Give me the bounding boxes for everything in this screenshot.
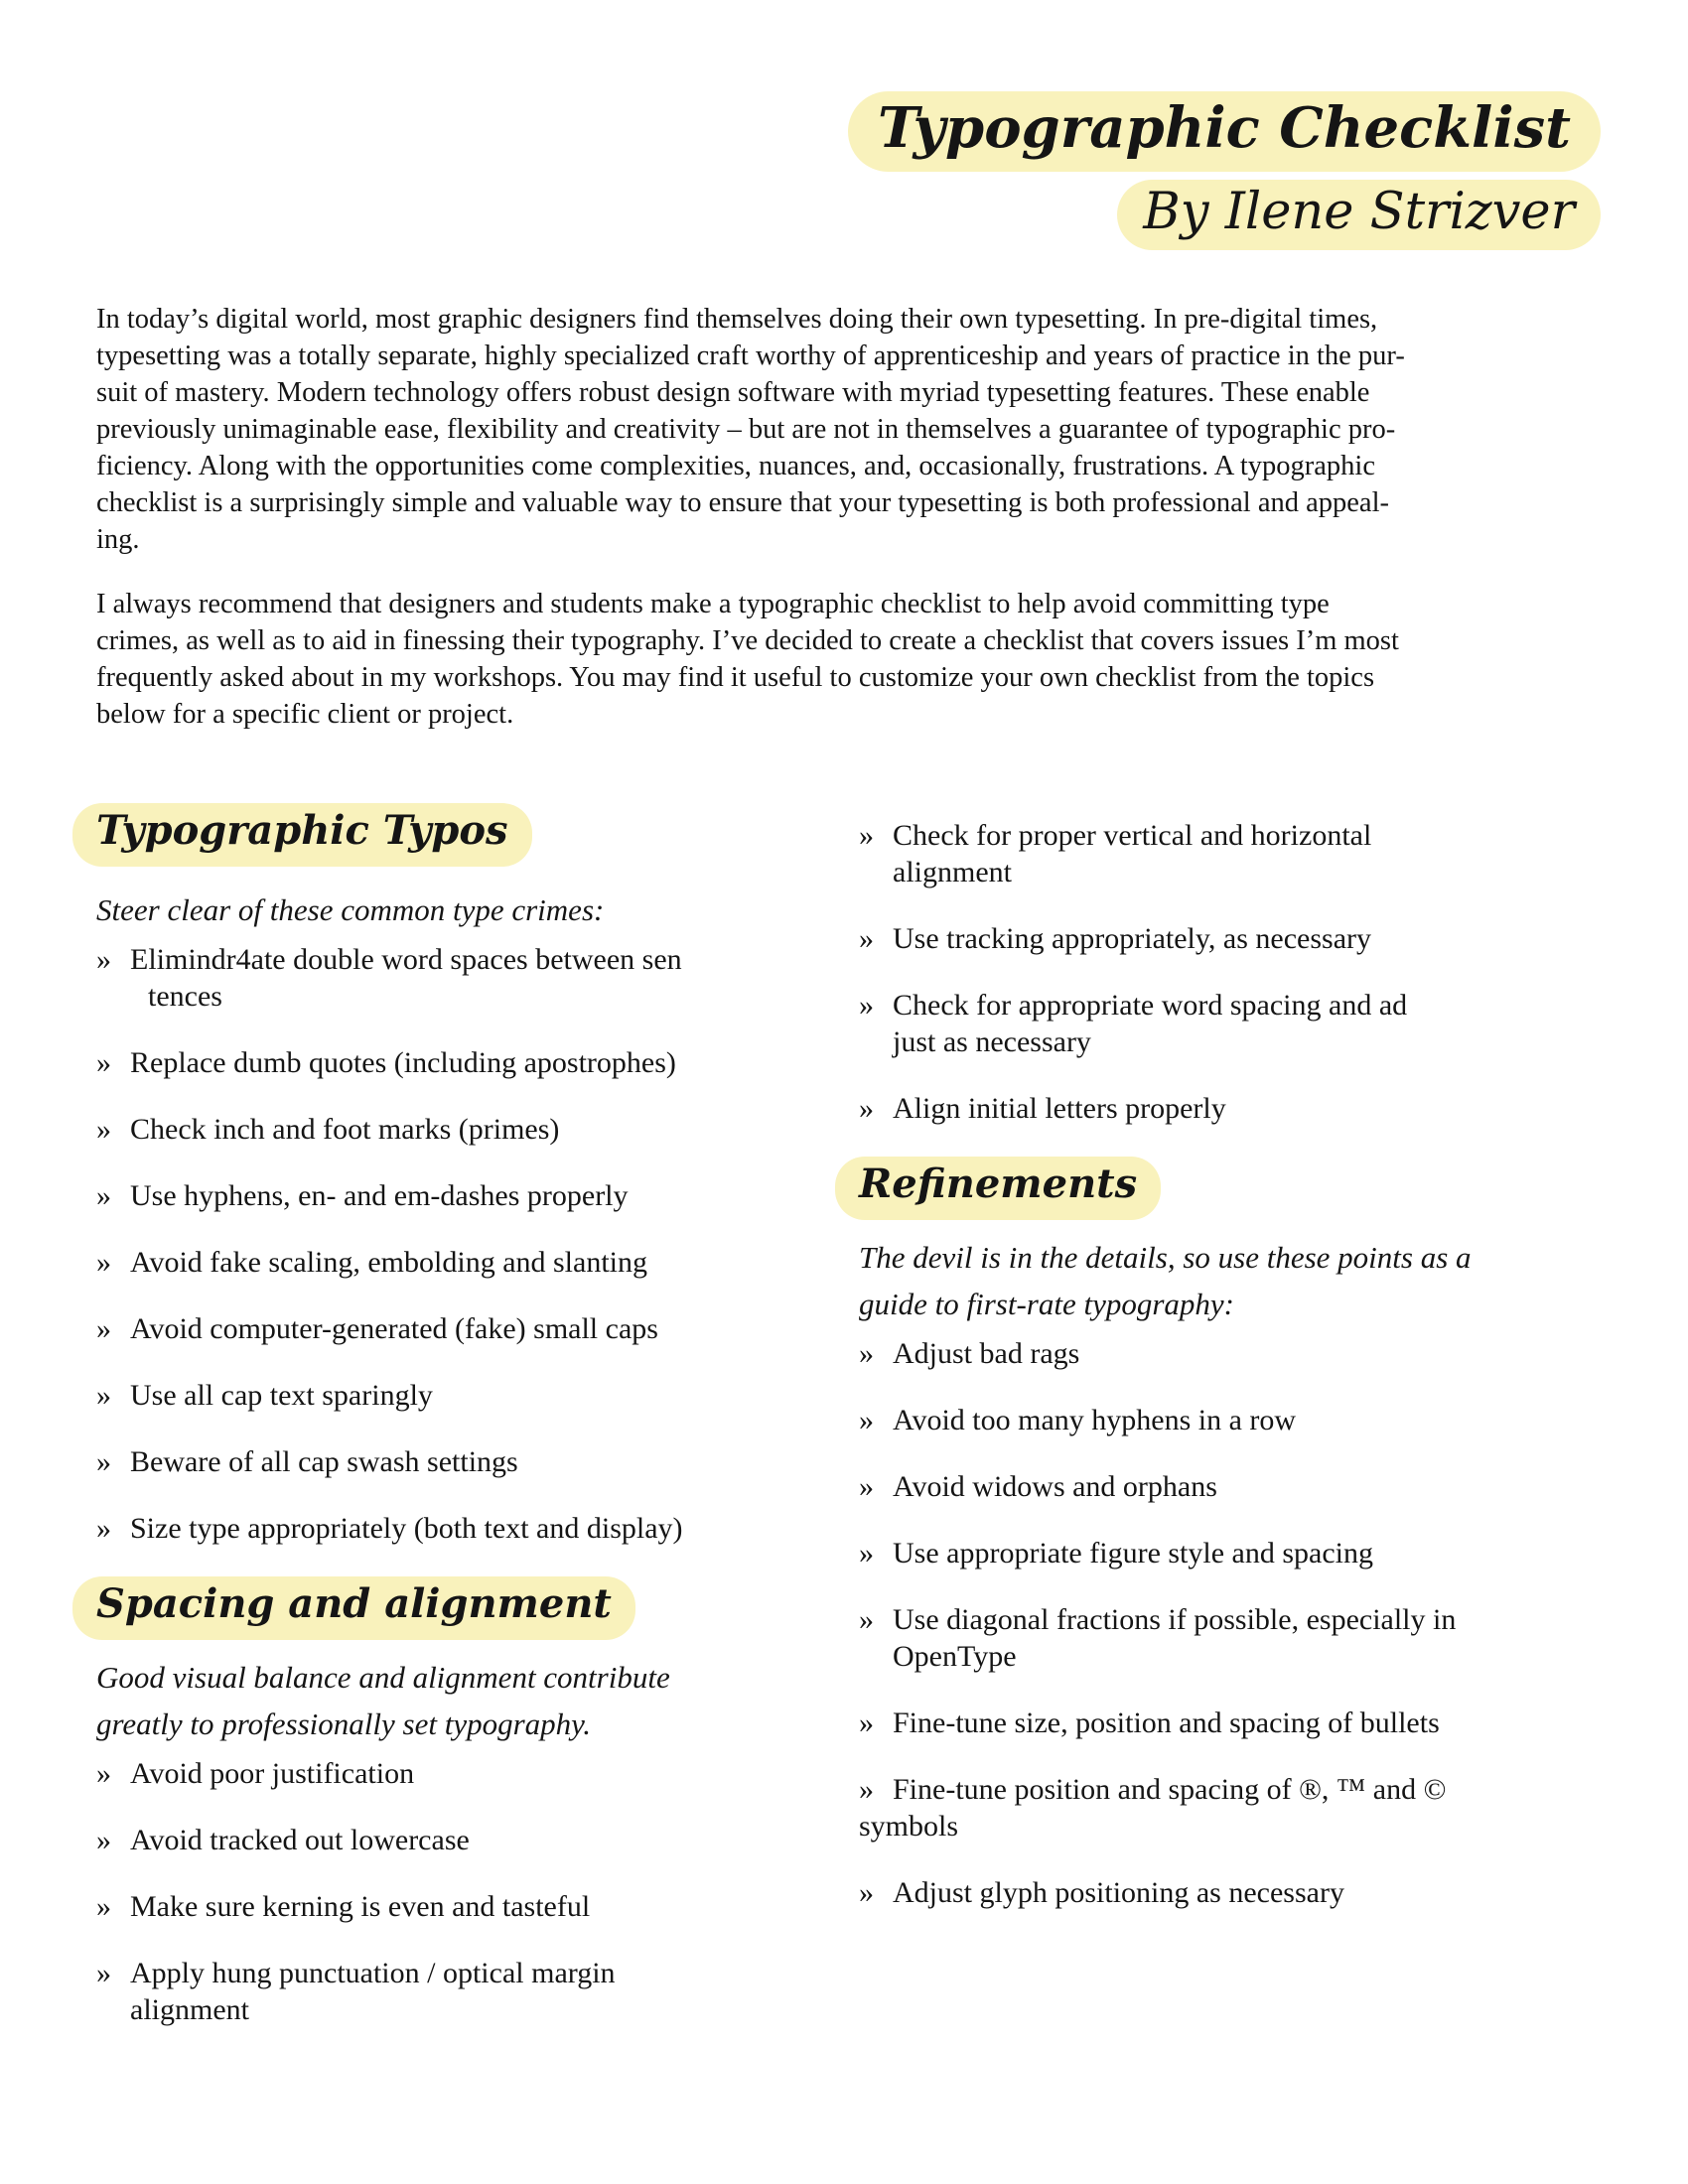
list-item [859,1090,1601,1127]
list-bullet: » [859,1773,874,1806]
body-line: previously unimaginable ease, flexibility and creativity – but are not in themselves a guarantee of typographic pro- [96,414,1396,445]
list-item-text: Elimindr4ate double word spaces between sen [130,943,682,976]
body-line: checklist is a surprisingly simple and valuable way to ensure that your typesetting is both professional and appeal- [96,487,1389,518]
list-bullet: » [96,1512,111,1545]
list-item-text: Avoid widows and orphans [893,1470,1217,1503]
body-line: frequently asked about in my workshops. You may find it useful to customize your own checklist from the topics [96,662,1375,693]
intro-line: The devil is in the details, so use these points as a [859,1240,1472,1275]
list-item [859,1535,1601,1571]
intro-line: guide to first-rate typography: [859,1287,1234,1321]
list-item [96,1955,807,2028]
list-item-text: Check for proper vertical and horizontal [893,819,1372,852]
list-item-text: Beware of all cap swash settings [130,1445,518,1478]
list-item-text: Replace dumb quotes (including apostrophes) [130,1046,676,1079]
list-item [96,1111,807,1148]
section-heading-spacing [72,1576,807,1640]
list-item-text: OpenType [893,1640,1017,1673]
list-item [859,1705,1601,1741]
section-heading-typos [72,803,807,867]
list-item [859,920,1601,957]
list-bullet: » [859,1603,874,1636]
body-line: I always recommend that designers and students make a typographic checklist to help avoid committing type [96,589,1330,619]
intro-paragraph-2 [96,586,1601,733]
list-bullet: » [859,1537,874,1570]
list-bullet: » [96,1957,111,1989]
section-intro-refinements [859,1234,1601,1327]
list-item [859,1335,1601,1372]
body-line: ing. [96,524,140,555]
list-bullet: » [96,1046,111,1079]
list-bullet: » [859,989,874,1022]
list-item [96,1377,807,1414]
body-line: ficiency. Along with the opportunities come complexities, nuances, and, occasionally, frustrations. A typographic [96,451,1375,481]
title-highlight [848,91,1601,172]
list-item [859,1601,1601,1675]
right-column [859,789,1601,1941]
list-item [96,1443,807,1480]
list-item-text: Avoid tracked out lowercase [130,1824,470,1856]
list-bullet: » [859,922,874,955]
list-item [96,941,807,1015]
list-item-text: Avoid too many hyphens in a row [893,1404,1297,1436]
list-item-text: just as necessary [893,1025,1091,1058]
list-bullet: » [859,1092,874,1125]
list-bullet: » [859,1337,874,1370]
list-item-text: Size type appropriately (both text and display) [130,1512,683,1545]
list-bullet: » [96,1890,111,1923]
section-heading-refinements [835,1157,1601,1220]
list-bullet: » [96,1445,111,1478]
list-item [96,1510,807,1547]
list-bullet: » [859,1470,874,1503]
page-byline: By Ilene Strizver [1143,183,1575,242]
list-item-text: Align initial letters properly [893,1092,1226,1125]
list-item [859,817,1601,890]
list-item [859,987,1601,1060]
section-heading-text: Spacing and alignment [96,1580,612,1627]
body-line: crimes, as well as to aid in finessing their typography. I’ve decided to create a checklist that covers issues I’m most [96,625,1399,656]
list-item-text: Use tracking appropriately, as necessary [893,922,1372,955]
list-item [859,1468,1601,1505]
section-intro-spacing [96,1654,807,1747]
list-item-text: alignment [893,856,1012,888]
list-item-text: Fine-tune size, position and spacing of bullets [893,1706,1440,1739]
list-item [96,1044,807,1081]
intro-line: greatly to professionally set typography. [96,1706,591,1741]
heading-highlight [72,1576,635,1640]
body-line: below for a specific client or project. [96,699,514,730]
list-item-text: Use all cap text sparingly [130,1379,433,1412]
list-bullet: » [96,1379,111,1412]
list-bullet: » [96,1757,111,1790]
list-item-text: Avoid poor justification [130,1757,415,1790]
body-line: typesetting was a totally separate, highly specialized craft worthy of apprenticeship and years of practice in the pur- [96,341,1405,371]
left-column [96,789,807,2058]
list-item-text: Use appropriate figure style and spacing [893,1537,1373,1570]
list-item [859,1402,1601,1438]
title-block [848,91,1601,250]
body-line: In today’s digital world, most graphic designers find themselves doing their own typesetting. In pre-digital times, [96,304,1378,335]
list-bullet: » [859,1876,874,1909]
list-item-text: alignment [130,1993,249,2026]
list-bullet: » [96,1824,111,1856]
intro-paragraph-1 [96,301,1601,558]
byline-row [848,180,1601,250]
list-item-text: Adjust glyph positioning as necessary [893,1876,1344,1909]
list-item-text: Use diagonal fractions if possible, especially in [893,1603,1457,1636]
intro-line: Good visual balance and alignment contribute [96,1660,670,1695]
list-bullet: » [859,819,874,852]
list-item [96,1244,807,1281]
list-item-text: Make sure kerning is even and tasteful [130,1890,591,1923]
list-item-text: Avoid computer-generated (fake) small caps [130,1312,658,1345]
title-row [848,91,1601,172]
list-item-text: symbols [859,1810,959,1843]
list-bullet: » [96,1312,111,1345]
list-bullet: » [859,1706,874,1739]
list-item [96,1888,807,1925]
list-item [859,1874,1601,1911]
intro-line: Steer clear of these common type crimes: [96,892,605,927]
list-item [96,1755,807,1792]
list-bullet: » [96,1246,111,1279]
heading-highlight [72,803,532,867]
list-item-text: Avoid fake scaling, embolding and slanting [130,1246,648,1279]
section-intro-typos [96,887,807,933]
list-item [859,1771,1601,1844]
intro-text [96,301,1601,760]
section-heading-text: Refinements [859,1160,1138,1207]
list-item [96,1822,807,1858]
byline-highlight [1117,180,1601,250]
list-item-text: Use hyphens, en- and em-dashes properly [130,1179,629,1212]
list-bullet: » [859,1404,874,1436]
list-item-text: Fine-tune position and spacing of ®, ™ and © [893,1773,1447,1806]
heading-highlight [835,1157,1161,1220]
list-bullet: » [96,1113,111,1146]
page-title: Typographic Checklist [877,95,1571,161]
list-bullet: » [96,943,111,976]
list-item-text: Apply hung punctuation / optical margin [130,1957,616,1989]
list-item-text: Adjust bad rags [893,1337,1080,1370]
body-line: suit of mastery. Modern technology offers robust design software with myriad typesetting features. These enable [96,377,1370,408]
list-item [96,1177,807,1214]
list-item-text: tences [148,980,222,1013]
list-bullet: » [96,1179,111,1212]
list-item-text: Check for appropriate word spacing and ad [893,989,1408,1022]
list-item [96,1310,807,1347]
list-item-text: Check inch and foot marks (primes) [130,1113,560,1146]
section-heading-text: Typographic Typos [96,807,508,854]
